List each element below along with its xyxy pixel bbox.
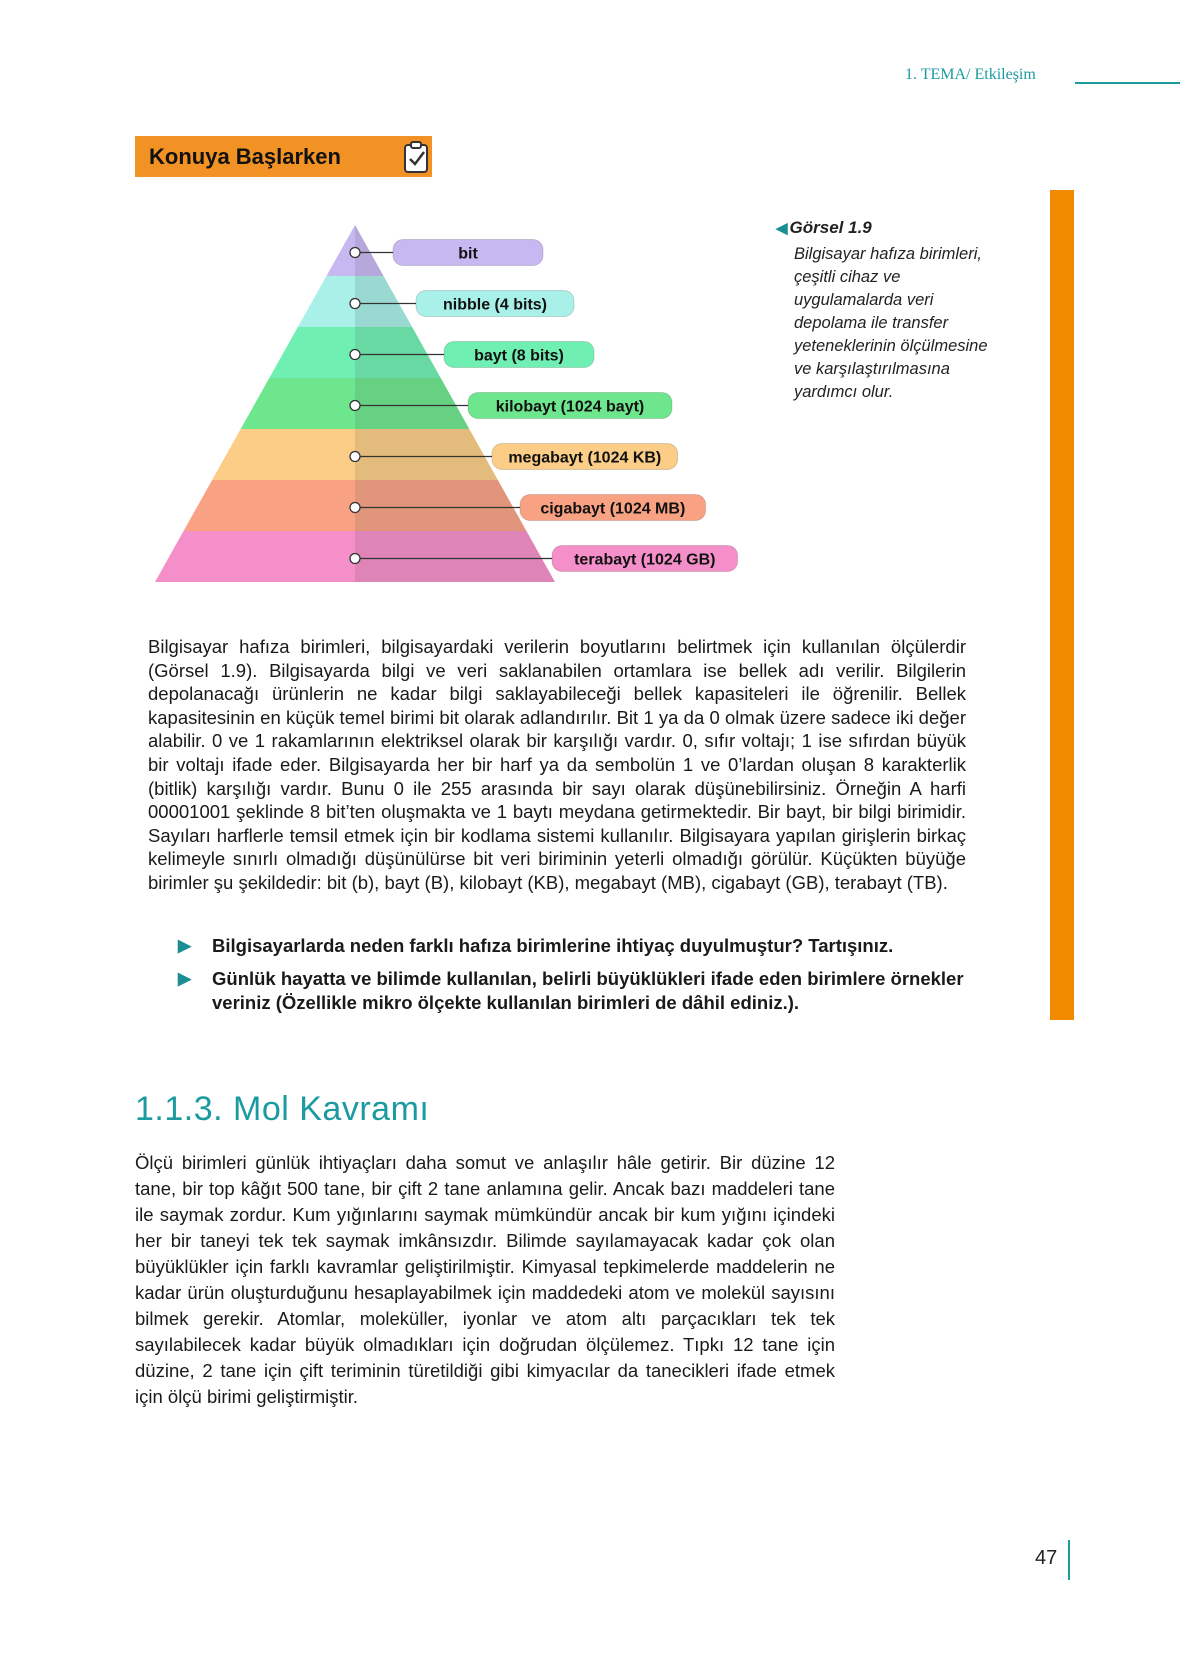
page-number: 47 xyxy=(1035,1547,1058,1569)
caption-title-text: Görsel 1.9 xyxy=(789,218,872,237)
pyramid-marker-dot xyxy=(350,401,360,411)
clipboard-check-icon xyxy=(400,139,432,175)
unit-label: kilobayt (1024 bayt) xyxy=(495,398,645,416)
pyramid-band-shade xyxy=(355,276,412,327)
pyramid-marker-dot xyxy=(350,248,360,258)
caption-pointer-icon: ◀ xyxy=(776,220,788,237)
section-heading: 1.1.3. Mol Kavramı xyxy=(135,1090,430,1128)
pyramid-band-shade xyxy=(355,531,555,582)
question-text: Günlük hayatta ve bilimde kullanılan, belirli büyüklükleri ifade eden birimlere örnekler veriniz (Özellikle mikro ölçekte kullanılan birimleri de dâhil ediniz.). xyxy=(212,968,964,1013)
pyramid-marker-dot xyxy=(350,452,360,462)
discussion-question xyxy=(178,967,978,1015)
figure-caption-body: Bilgisayar hafıza birimleri, çeşitli cihaz ve uygulamalarda veri depolama ile transfer yeteneklerinin ölçülmesine ve karşılaştırılmasına yardımcı olur. xyxy=(794,245,988,401)
page-number-rule xyxy=(1068,1540,1070,1580)
unit-label: megabayt (1024 KB) xyxy=(508,449,662,467)
body-paragraph-memory-units: Bilgisayar hafıza birimleri, bilgisayardaki verilerin boyutlarını belirtmek için kullanılan ölçülerdir (Görsel 1.9). Bilgisayarda bilgi ve veri saklanabilen ortamlara ise bellek adı verilir. Bilgilerin depolanacağı ürünlerin ne kadar bilgi saklayabileceği bellek kapasiteleri ile öğrenilir. Bellek kapasitesinin en küçük temel birimi bit olarak adlandırılır. Bit 1 ya da 0 olmak üzere sadece iki değer alabilir. 0 ve 1 rakamlarının elektriksel olarak bir karşılığı vardır. 0, sıfır voltajı; 1 ise sıfırdan büyük bir voltajı ifade eder. Bilgisayarda her bir harf ya da sembolün 1 ve 0’lardan oluşan 8 karakterlik (bitlik) karşılığı vardır. Bunu 0 ile 255 arasında bir sayı olarak düşünebilirsiniz. Örneğin A harfi 00001001 şeklinde 8 bit’ten oluşmakta ve 1 baytı meydana getirmektedir. Bir bayt, bir bilgi birimidir. Sayıları harflerle temsil etmek için bir kodlama sistemi kullanılır. Bilgisayara yapılan girişlerin birkaç kelimeyle sınırlı olmadığı düşünülürse bit veri biriminin yeterli olmadığı görülür. Küçükten büyüğe birimler şu şekildedir: bit (b), bayt (B), kilobayt (KB), megabayt (MB), cigabayt (GB), terabayt (TB). xyxy=(148,636,966,893)
unit-label: bayt (8 bits) xyxy=(474,347,564,365)
unit-label: cigabayt (1024 MB) xyxy=(540,500,686,518)
play-arrow-icon: ▶ xyxy=(178,969,192,988)
play-arrow-icon: ▶ xyxy=(178,936,192,955)
pyramid-marker-dot xyxy=(350,350,360,360)
pyramid-band-shade xyxy=(355,429,498,480)
question-text: Bilgisayarlarda neden farklı hafıza birimlerine ihtiyaç duyulmuştur? Tartışınız. xyxy=(212,935,894,956)
pyramid-band-shade xyxy=(355,327,441,378)
pyramid-marker-dot xyxy=(350,503,360,513)
pyramid-marker-dot xyxy=(350,299,360,309)
running-header: 1. TEMA/ Etkileşim xyxy=(905,66,1036,83)
section-tab-label: Konuya Başlarken xyxy=(149,143,341,169)
side-accent-bar xyxy=(1050,190,1074,1020)
header-rule xyxy=(1075,82,1180,84)
memory-unit-pyramid xyxy=(148,225,768,595)
pyramid-marker-dot xyxy=(350,554,360,564)
unit-label: terabayt (1024 GB) xyxy=(574,551,716,569)
body-paragraph-mol: Ölçü birimleri günlük ihtiyaçları daha somut ve anlaşılır hâle getirir. Bir düzine 12 tane, bir top kâğıt 500 tane, bir çift 2 tane anlamına gelir. Ancak bazı maddeleri tane ile saymak zordur. Kum yığınlarını saymak mümkündür ancak bir kum yığını içindeki her bir taneyi tek tek saymak imkânsızdır. Bilimde sayılamayacak kadar çok olan büyüklükler için farklı kavramlar geliştirilmiştir. Kimyasal tepkimelerde maddelerin ne kadar ürün oluşturduğunu hesaplayabilmek için maddedeki atom ve molekül sayısını bilmek gerekir. Atomlar, moleküller, iyonlar ve atom altı parçacıkları tek tek sayılabilecek kadar büyük olmadıkları için doğrudan ölçülemez. Tıpkı 12 tane için düzine, 2 tane için çift teriminin türetildiği gibi kimyacılar da tanecikleri ifade etmek için ölçü birimi geliştirmiştir. xyxy=(135,1152,835,1407)
unit-label: nibble (4 bits) xyxy=(443,296,547,314)
figure-caption-title xyxy=(776,218,872,238)
pyramid-band-shade xyxy=(355,480,526,531)
discussion-question xyxy=(178,934,978,958)
section-tab xyxy=(135,136,432,177)
unit-label: bit xyxy=(458,245,478,263)
pyramid-band-shade xyxy=(355,378,469,429)
